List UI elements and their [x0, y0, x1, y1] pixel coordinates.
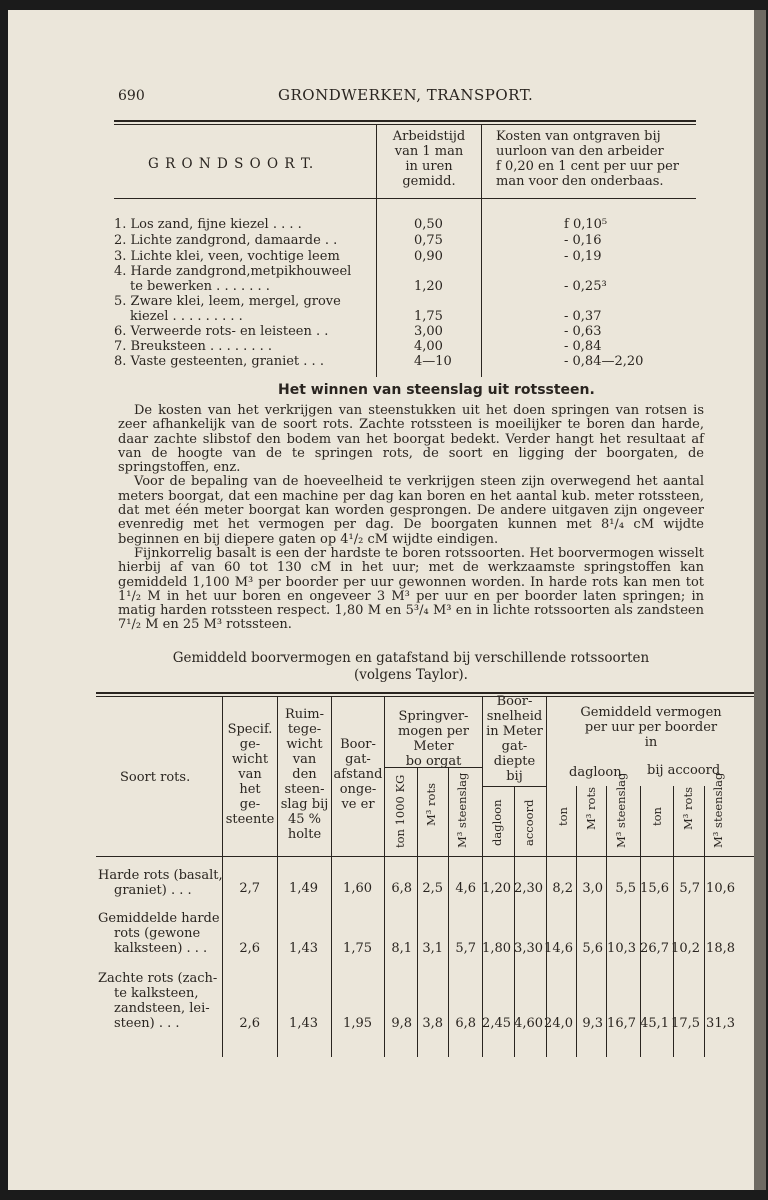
subheader-m3-steenslag: M³ steenslag	[455, 772, 469, 848]
table1-row-name: 3. Lichte klei, veen, vochtige leem	[114, 249, 340, 264]
table2-cell: 10,2	[671, 941, 700, 956]
table2-cell: 4,6	[455, 881, 476, 896]
table2-cell: 6,8	[455, 1016, 476, 1031]
table1-row-name: te bewerken . . . . . . .	[130, 279, 270, 294]
table1-hours: 1,75	[414, 309, 443, 324]
subheader-accoord: accoord	[522, 799, 536, 846]
table2-row-name: Gemiddelde harde rots (gewone kalksteen) . . .	[98, 911, 220, 956]
table2-header-dagloon-group: dagloon	[569, 765, 622, 780]
table1-hours: 0,50	[414, 217, 443, 232]
table2-cell: 9,3	[582, 1016, 603, 1031]
table1-row-name: 4. Harde zandgrond,metpikhouweel	[114, 264, 352, 279]
paragraph: De kosten van het verkrijgen van steenstukken uit het doen springen van rotsen is zeer afhankelijk van de soort rots. Zachte rotssteen is moeilijker te boren dan harde, daar zachte slibstof den bodem van het boorgat bedekt. Verder hangt het resultaat af van de hoogte van de te springen rots, de soort en ligging der boorgaten, de springstoffen, enz.	[118, 403, 704, 476]
table2-cell: 8,2	[552, 881, 573, 896]
table2-cell: 10,3	[607, 941, 636, 956]
table1-top-rule-thin	[114, 124, 696, 125]
table1-hours: 1,20	[414, 279, 443, 294]
table2-cell: 26,7	[640, 941, 669, 956]
table2-cell: 1,75	[343, 941, 372, 956]
table1-row-name: kiezel . . . . . . . . .	[130, 309, 243, 324]
table2-header-boorsnelheid: Boor- snelheid in Meter gat- diepte bij	[486, 694, 543, 784]
table2-cell: 9,8	[391, 1016, 412, 1031]
table2-col-divider	[417, 767, 418, 1057]
paragraph: Voor de bepaling van de hoeveelheid te verkrijgen steen zijn overwegend het aantal meters boorgat, dat een machine per dag kan boren en het aantal kub. meter rotssteen, dat met één meter boorgat kan worden gesprongen. De andere uitgaven zijn ongeveer evenredig met het vermogen per dag. De boorgaten kunnen met 8¹/₄ cM wijdte beginnen en bij diepere gaten op 4¹/₂ cM wijdte eindigen.	[118, 474, 704, 547]
table1-cost: f 0,10⁵	[564, 217, 608, 232]
subheader-m3-rots: M³ rots	[424, 783, 438, 826]
table2-header-springvermogen: Springver- mogen per Meter bo orgat	[398, 709, 469, 769]
table2-cell: 15,6	[640, 881, 669, 896]
table2-cell: 2,45	[482, 1016, 511, 1031]
table2-header-ruimtegewicht: Ruim- tege- wicht van den steen- slag bij 45 % holte	[280, 707, 329, 842]
table1-hours: 4,00	[414, 339, 443, 354]
table2-cell: 2,6	[239, 941, 260, 956]
table2-top-rule	[96, 692, 754, 694]
subheader-accoord-ton: ton	[650, 807, 664, 826]
table2-cell: 3,1	[422, 941, 443, 956]
table2-cell: 1,80	[482, 941, 511, 956]
table1-cost: - 0,25³	[564, 279, 607, 294]
subheader-dagloon: dagloon	[490, 799, 504, 846]
table2-cell: 3,30	[514, 941, 543, 956]
table2-cell: 1,95	[343, 1016, 372, 1031]
table1-col3-header: Kosten van ontgraven bij uurloon van den arbeider f 0,20 en 1 cent per uur per man voor den onderbaas.	[496, 129, 680, 189]
table2-cell: 1,60	[343, 881, 372, 896]
table1-col2-header: Arbeidstijd van 1 man in uren gemidd.	[392, 129, 466, 189]
table1-col1-header: G R O N D S O O R T.	[148, 156, 315, 172]
table1-cost: - 0,19	[564, 249, 602, 264]
table2-cell: 2,5	[422, 881, 443, 896]
table1-cost: - 0,63	[564, 324, 602, 339]
table1-cost: - 0,16	[564, 233, 602, 248]
table2-cell: 14,6	[544, 941, 573, 956]
subheader-ton-1000kg: ton 1000 KG	[393, 774, 407, 848]
table1-hours: 3,00	[414, 324, 443, 339]
table2-cell: 5,7	[455, 941, 476, 956]
table2-row-name: Zachte rots (zach- te kalksteen, zandsteen, lei- steen) . . .	[98, 971, 218, 1031]
table2-cell: 31,3	[706, 1016, 735, 1031]
table2-header-boorgatafstand: Boor- gat- afstand onge- ve er	[333, 737, 383, 812]
table2-header-soort: Soort rots.	[120, 770, 191, 785]
subheader-accoord-m3-steenslag: M³ steenslag	[711, 772, 725, 848]
table2-cell: 18,8	[706, 941, 735, 956]
table1-header-rule	[114, 198, 696, 199]
table2-cell: 4,60	[514, 1016, 543, 1031]
table1-row-name: 6. Verweerde rots- en leisteen . .	[114, 324, 329, 339]
table1-row-name: 7. Breuksteen . . . . . . . .	[114, 339, 273, 354]
section-title: Het winnen van steenslag uit rotssteen.	[278, 382, 595, 398]
table2-header-accoord-group: bij accoord	[647, 763, 721, 778]
table1-hours: 0,90	[414, 249, 443, 264]
table2-col-divider	[448, 767, 449, 1057]
table2-cell: 5,7	[679, 881, 700, 896]
page-number: 690	[118, 88, 145, 104]
table2-cell: 1,43	[289, 941, 318, 956]
table2-header-rule	[96, 856, 754, 857]
body-text	[118, 404, 704, 633]
table2-cell: 16,7	[607, 1016, 636, 1031]
table1-col-divider	[481, 125, 482, 377]
table2-cell: 3,0	[582, 881, 603, 896]
table1-hours: 0,75	[414, 233, 443, 248]
table2-cell: 17,5	[671, 1016, 700, 1031]
subheader-accoord-m3-rots: M³ rots	[681, 787, 695, 830]
table2-cell: 1,43	[289, 1016, 318, 1031]
table2-cell: 2,7	[239, 881, 260, 896]
table2-cell: 8,1	[391, 941, 412, 956]
page-edge	[754, 10, 766, 1190]
table1-col-divider	[376, 125, 377, 377]
table1-hours: 4—10	[414, 354, 452, 369]
table2-cell: 24,0	[544, 1016, 573, 1031]
table2-cell: 45,1	[640, 1016, 669, 1031]
table1-top-rule	[114, 120, 696, 122]
table2-top-rule-thin	[96, 696, 754, 697]
table1-row-name: 2. Lichte zandgrond, damaarde . .	[114, 233, 338, 248]
table1-row-name: 1. Los zand, fijne kiezel . . . .	[114, 217, 302, 232]
table2-cell: 5,6	[582, 941, 603, 956]
table2-header-gemiddeld: Gemiddeld vermogen per uur per boorder in	[580, 705, 722, 750]
subheader-dagloon-m3-steenslag: M³ steenslag	[614, 772, 628, 848]
table2-cell: 1,20	[482, 881, 511, 896]
table2-row-name: Harde rots (basalt, graniet) . . .	[98, 868, 223, 898]
table2-cell: 2,30	[514, 881, 543, 896]
table2-cell: 2,6	[239, 1016, 260, 1031]
paragraph: Fijnkorrelig basalt is een der hardste te boren rotssoorten. Het boorvermogen wisselt hierbij af van 60 tot 130 cM in het uur; met de werkzaamste springstoffen kan gemiddeld 1,100 M³ per boorder per uur gewonnen worden. In harde rots kan men tot 1¹/₂ M in het uur boren en ongeveer 3 M³ per uur en per boorder laten springen; in matig harden rotssteen respect. 1,80 M en 5³/₄ M³ en in lichte rotssoorten als zandsteen 7¹/₂ M en 25 M³ rotssteen.	[118, 545, 704, 633]
table2-cell: 3,8	[422, 1016, 443, 1031]
table1-row-name: 8. Vaste gesteenten, graniet . . .	[114, 354, 324, 369]
table1-row-name: 5. Zware klei, leem, mergel, grove	[114, 294, 341, 309]
table2-header-spec: Specif. ge- wicht van het ge- steente	[225, 722, 275, 827]
running-title: GRONDWERKEN, TRANSPORT.	[278, 86, 534, 104]
table2-caption: Gemiddeld boorvermogen en gatafstand bij verschillende rotssoorten (volgens Taylor).	[172, 650, 650, 683]
table1-cost: - 0,84	[564, 339, 602, 354]
subheader-dagloon-m3-rots: M³ rots	[584, 787, 598, 830]
table2-col-divider	[546, 697, 547, 1057]
table2-cell: 6,8	[391, 881, 412, 896]
table2-cell: 5,5	[615, 881, 636, 896]
table2-cell: 10,6	[706, 881, 735, 896]
table1-cost: - 0,37	[564, 309, 602, 324]
table1-cost: - 0,84—2,20	[564, 354, 644, 369]
table2-cell: 1,49	[289, 881, 318, 896]
subheader-dagloon-ton: ton	[556, 807, 570, 826]
